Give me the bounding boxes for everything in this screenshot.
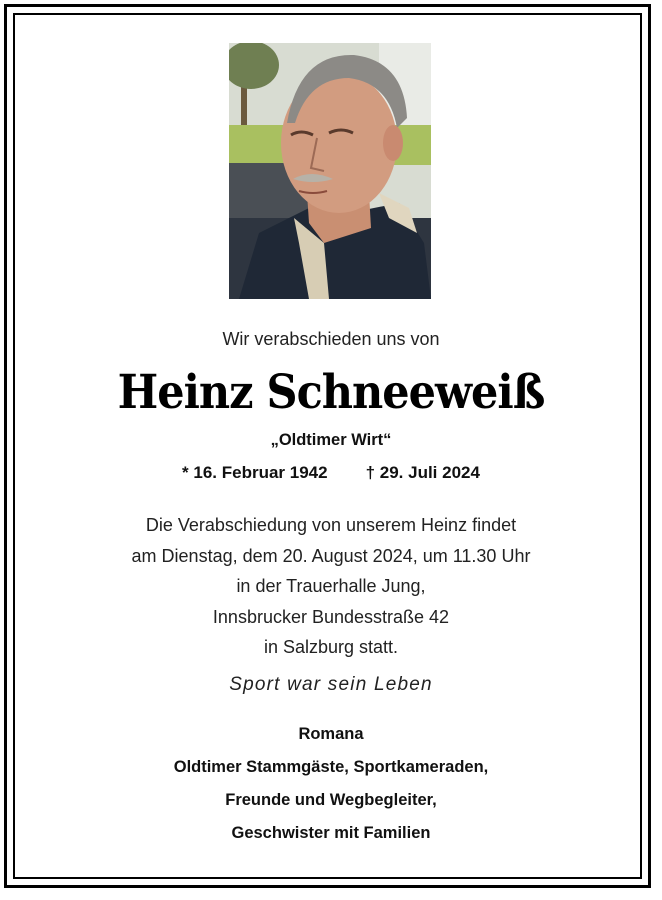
death-date: † 29. Juli 2024 (365, 463, 480, 482)
life-dates (0, 463, 662, 483)
ceremony-line: Innsbrucker Bundesstraße 42 (212, 606, 450, 627)
birth-date: * 16. Februar 1942 (182, 463, 328, 482)
mourners-list (0, 718, 662, 850)
mourner-line: Oldtimer Stammgäste, Sportkameraden, (173, 758, 489, 776)
mourner-line: Romana (298, 725, 364, 743)
ceremony-line: am Dienstag, dem 20. August 2024, um 11.30 Uhr (131, 545, 531, 566)
motto: Sport war sein Leben (229, 674, 433, 695)
mourner-line: Freunde und Wegbegleiter, (225, 791, 437, 809)
ceremony-details (0, 510, 662, 663)
portrait-photo (229, 43, 431, 299)
deceased-name: Heinz Schneeweiß (117, 366, 545, 420)
ceremony-line: in Salzburg statt. (263, 637, 399, 657)
ceremony-line: in der Trauerhalle Jung, (236, 576, 426, 596)
ceremony-line: Die Verabschiedung von unserem Heinz findet (145, 515, 517, 535)
nickname: „Oldtimer Wirt“ (270, 431, 392, 449)
mourner-line: Geschwister mit Familien (231, 824, 431, 842)
intro-text: Wir verabschieden uns von (222, 329, 440, 349)
